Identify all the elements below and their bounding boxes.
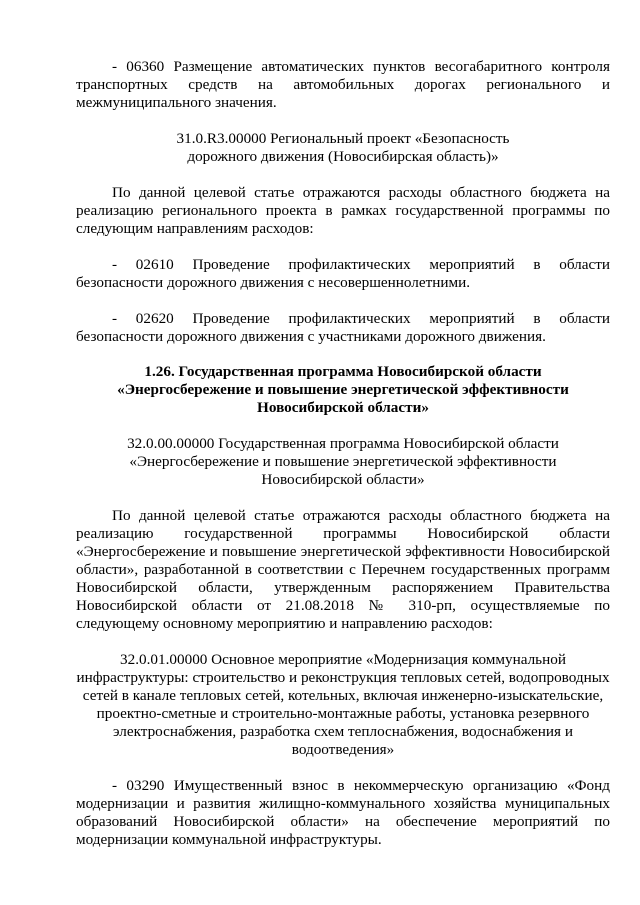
heading-main-activity: [76, 651, 610, 759]
paragraph-state-program-expenses: По данной целевой статье отражаются расходы областного бюджета на реализацию государственной программы Новосибирской области «Энергосбережение и повышение энергетической эффективности Новосибирской области», разработанной в соответствии с Перечнем государственных программ Новосибирской области, утвержденным распоряжением Правительства Новосибирской области от 21.08.2018 № 310-рп, осуществляемые по следующему основному мероприятию и направлению расходов:: [76, 507, 610, 632]
heading-line: Новосибирской области»: [261, 471, 425, 488]
heading-line: 32.0.00.00000 Государственная программа Новосибирской области: [127, 435, 559, 452]
heading-line: сетей в канале тепловых сетей, котельных, включая инженерно-изыскательские,: [82, 687, 604, 704]
paragraph-regional-expenses: По данной целевой статье отражаются расходы областного бюджета на реализацию регионального проекта в рамках государственной программы по следующим направлениям расходов:: [76, 184, 610, 237]
paragraph-06360: - 06360 Размещение автоматических пунктов весогабаритного контроля транспортных средств на автомобильных дорогах регионального и межмуниципального значения.: [76, 58, 610, 111]
section-heading-line: «Энергосбережение и повышение энергетической эффективности: [117, 381, 569, 398]
heading-line: инфраструктуры: строительство и реконструкция тепловых сетей, водопроводных: [76, 669, 610, 686]
heading-line: проектно-сметные и строительно-монтажные работы, установка резервного: [96, 705, 590, 722]
document-page: [76, 58, 610, 849]
heading-line: 32.0.01.00000 Основное мероприятие «Модернизация коммунальной: [120, 651, 566, 668]
paragraph-03290: - 03290 Имущественный взнос в некоммерческую организацию «Фонд модернизации и развития жилищно-коммунального хозяйства муниципальных образований Новосибирской области» на обеспечение мероприятий по модернизации коммунальной инфраструктуры.: [76, 777, 610, 848]
heading-line: электроснабжения, разработка схем теплоснабжения, водоснабжения и: [113, 723, 573, 740]
paragraph-02610: - 02610 Проведение профилактических мероприятий в области безопасности дорожного движения с несовершеннолетними.: [76, 256, 610, 291]
section-heading-1-26: [76, 363, 610, 417]
heading-line: водоотведения»: [291, 741, 395, 758]
paragraph-02620: - 02620 Проведение профилактических мероприятий в области безопасности дорожного движения с участниками дорожного движения.: [76, 310, 610, 345]
section-heading-line: Новосибирской области»: [257, 399, 429, 416]
heading-regional-project: [76, 130, 610, 166]
section-heading-line: 1.26. Государственная программа Новосибирской области: [144, 363, 542, 380]
heading-line: дорожного движения (Новосибирская область)»: [187, 148, 499, 165]
heading-line: 31.0.R3.00000 Региональный проект «Безопасность: [176, 130, 510, 147]
heading-state-program: [76, 435, 610, 489]
heading-line: «Энергосбережение и повышение энергетической эффективности: [129, 453, 557, 470]
